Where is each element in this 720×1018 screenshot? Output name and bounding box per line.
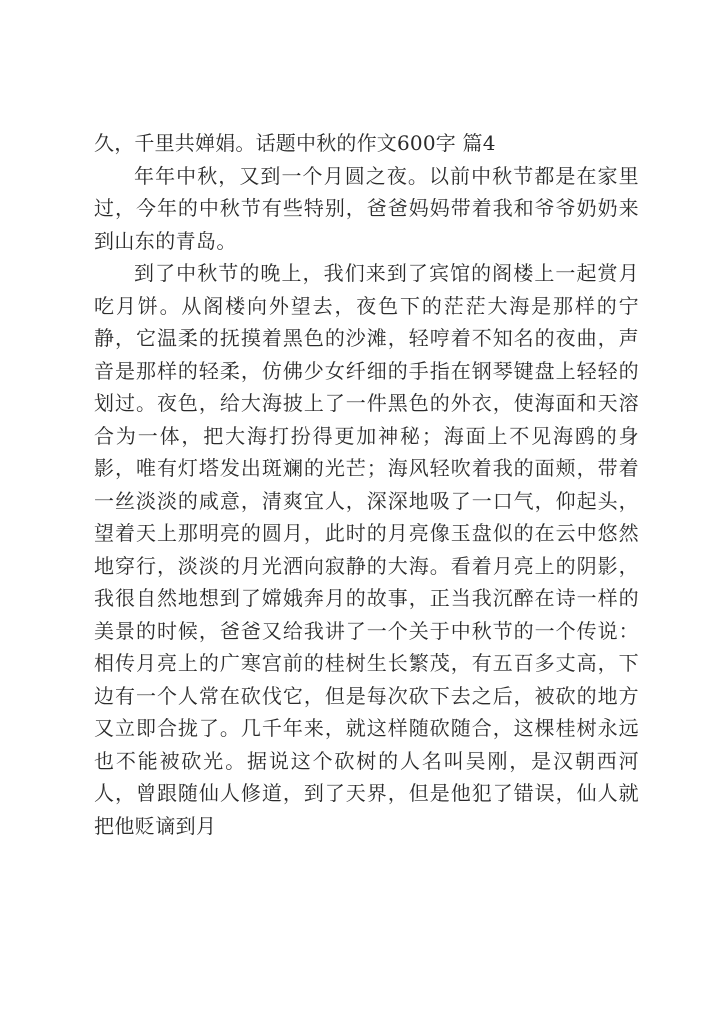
essay-body — [94, 127, 639, 842]
paragraph-2: 到了中秋节的晚上，我们来到了宾馆的阁楼上一起赏月吃月饼。从阁楼向外望去，夜色下的茫茫大海是那样的宁静，它温柔的抚摸着黑色的沙滩，轻哼着不知名的夜曲，声音是那样的轻柔，仿佛少女纤细的手指在钢琴键盘上轻轻的划过。夜色，给大海披上了一件黑色的外衣，使海面和天溶合为一体，把大海打扮得更加神秘；海面上不见海鸥的身影，唯有灯塔发出斑斓的光芒；海风轻吹着我的面颊，带着一丝淡淡的咸意，清爽宜人，深深地吸了一口气，仰起头，望着天上那明亮的圆月，此时的月亮像玉盘似的在云中悠然地穿行，淡淡的月光洒向寂静的大海。看着月亮上的阴影，我很自然地想到了嫦娥奔月的故事，正当我沉醉在诗一样的美景的时候，爸爸又给我讲了一个关于中秋节的一个传说：相传月亮上的广寒宫前的桂树生长繁茂，有五百多丈高，下边有一个人常在砍伐它，但是每次砍下去之后，被砍的地方又立即合拢了。几千年来，就这样随砍随合，这棵桂树永远也不能被砍光。据说这个砍树的人名叫吴刚，是汉朝西河人，曾跟随仙人修道，到了天界，但是他犯了错误，仙人就把他贬谪到月 — [94, 261, 639, 838]
paragraph-1: 年年中秋，又到一个月圆之夜。以前中秋节都是在家里过，今年的中秋节有些特别，爸爸妈妈带着我和爷爷奶奶来到山东的青岛。 — [94, 163, 639, 253]
opening-line: 久，千里共婵娟。话题中秋的作文600字 篇4 — [94, 131, 496, 155]
